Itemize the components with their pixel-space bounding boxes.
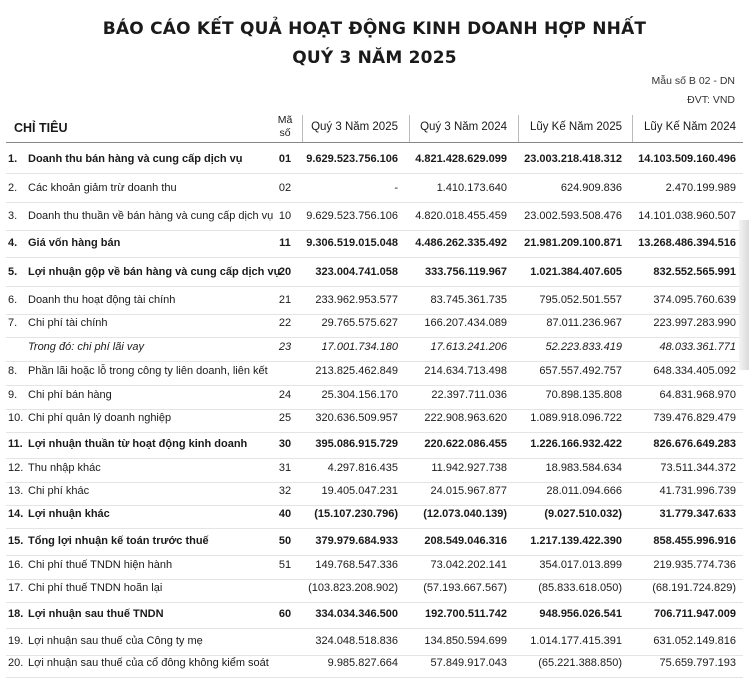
row-number: 2.: [8, 182, 18, 194]
value-ytd-2025: (9.027.510.032): [544, 508, 622, 520]
row-divider: [6, 528, 743, 529]
row-indicator: Doanh thu thuần về bán hàng và cung cấp dịch vụ: [28, 210, 274, 222]
value-q3-2024: 1.410.173.640: [436, 182, 507, 194]
row-indicator: Tổng lợi nhuận kế toán trước thuế: [28, 535, 209, 547]
value-q3-2025: 4.297.816.435: [327, 462, 398, 474]
row-code: 01: [278, 153, 292, 165]
value-q3-2024: 24.015.967.877: [430, 485, 507, 497]
header-divider: [409, 115, 410, 143]
row-indicator: Doanh thu hoạt động tài chính: [28, 294, 176, 306]
row-indicator: Phần lãi hoặc lỗ trong công ty liên doanh, liên kết: [28, 365, 268, 377]
row-indicator: Trong đó: chi phí lãi vay: [28, 341, 144, 353]
row-indicator: Lợi nhuận thuần từ hoạt động kinh doanh: [28, 438, 248, 450]
row-divider: [6, 286, 743, 287]
value-ytd-2024: 648.334.405.092: [653, 365, 736, 377]
value-q3-2025: 29.765.575.627: [321, 317, 398, 329]
table-row: [0, 179, 749, 199]
table-row: [0, 435, 749, 455]
row-divider: [6, 628, 743, 629]
value-ytd-2024: 223.997.283.990: [653, 317, 736, 329]
row-number: 3.: [8, 210, 18, 222]
report-period: QUÝ 3 NĂM 2025: [292, 48, 457, 68]
value-q3-2025: 17.001.734.180: [321, 341, 398, 353]
row-number: 13.: [8, 485, 24, 497]
value-ytd-2025: 1.021.384.407.605: [530, 266, 622, 278]
row-number: 8.: [8, 365, 18, 377]
value-q3-2024: 134.850.594.699: [424, 635, 507, 647]
value-q3-2025: 9.985.827.664: [327, 657, 398, 669]
value-q3-2025: 320.636.509.957: [315, 412, 398, 424]
table-row: [0, 505, 749, 525]
value-ytd-2024: 706.711.947.009: [654, 608, 736, 620]
row-code: 40: [278, 508, 292, 520]
report-title: BÁO CÁO KẾT QUẢ HOẠT ĐỘNG KINH DOANH HỢP NHẤT: [102, 19, 647, 39]
value-ytd-2024: 826.676.649.283: [653, 438, 736, 450]
row-number: 18.: [8, 608, 24, 620]
value-q3-2025: (15.107.230.796): [314, 508, 398, 520]
row-code: 24: [278, 389, 292, 401]
table-row: [0, 605, 749, 625]
table-row: [0, 632, 749, 652]
value-q3-2025: 19.405.047.231: [321, 485, 398, 497]
row-indicator: Chi phí quản lý doanh nghiệp: [28, 412, 172, 424]
row-indicator: Lợi nhuận gộp về bán hàng và cung cấp dịch vụ: [28, 266, 281, 278]
value-ytd-2025: 1.226.166.932.422: [530, 438, 622, 450]
value-ytd-2024: 64.831.968.970: [659, 389, 736, 401]
row-code: 21: [278, 294, 292, 306]
table-row: [0, 314, 749, 334]
row-indicator: Chi phí khác: [28, 485, 90, 497]
table-row: [0, 291, 749, 311]
row-indicator: Chi phí tài chính: [28, 317, 108, 329]
table-row: [0, 556, 749, 576]
row-number: 1.: [8, 153, 18, 165]
value-ytd-2024: 31.779.347.633: [659, 508, 736, 520]
value-q3-2024: 17.613.241.206: [430, 341, 507, 353]
row-indicator: Giá vốn hàng bán: [28, 237, 121, 249]
value-q3-2025: -: [394, 182, 398, 194]
row-number: 7.: [8, 317, 18, 329]
value-q3-2024: 4.820.018.455.459: [415, 210, 507, 222]
value-q3-2025: 9.629.523.756.106: [306, 210, 398, 222]
value-ytd-2025: 21.981.209.100.871: [524, 237, 622, 249]
row-code: 50: [278, 535, 292, 547]
value-q3-2025: (103.823.208.902): [308, 582, 398, 594]
value-ytd-2025: 23.002.593.508.476: [524, 210, 622, 222]
table-row: [0, 263, 749, 283]
row-divider: [6, 432, 743, 433]
table-header: [0, 115, 749, 145]
value-ytd-2024: 13.268.486.394.516: [638, 237, 736, 249]
row-code: 31: [278, 462, 292, 474]
value-q3-2024: 222.908.963.620: [424, 412, 507, 424]
row-code: 20: [278, 266, 292, 278]
row-indicator: Thu nhập khác: [28, 462, 101, 474]
value-ytd-2024: 739.476.829.479: [653, 412, 736, 424]
value-q3-2024: 192.700.511.742: [425, 608, 507, 620]
value-q3-2024: 11.942.927.738: [431, 462, 507, 474]
value-q3-2024: 214.634.713.498: [424, 365, 507, 377]
header-rule: [6, 142, 743, 143]
header-ytd-2025: Lũy Kế Năm 2025: [529, 121, 622, 133]
row-divider: [6, 257, 743, 258]
row-number: 5.: [8, 266, 18, 278]
table-row: [0, 386, 749, 406]
table-row: [0, 338, 749, 358]
row-indicator: Chi phí thuế TNDN hiện hành: [28, 559, 173, 571]
row-code: 60: [278, 608, 292, 620]
value-q3-2024: 333.756.119.967: [425, 266, 507, 278]
row-divider: [6, 173, 743, 174]
value-ytd-2025: 87.011.236.967: [546, 317, 622, 329]
value-q3-2025: 379.979.684.933: [315, 535, 398, 547]
value-ytd-2024: 14.101.038.960.507: [638, 210, 736, 222]
value-q3-2024: 220.622.086.455: [424, 438, 507, 450]
value-q3-2024: 73.042.202.141: [430, 559, 507, 571]
header-divider: [302, 115, 303, 143]
row-code: 30: [278, 438, 292, 450]
value-ytd-2024: 631.052.149.816: [653, 635, 736, 647]
value-q3-2024: 4.486.262.335.492: [415, 237, 507, 249]
row-number: 10.: [8, 412, 24, 424]
value-ytd-2024: 14.103.509.160.496: [638, 153, 736, 165]
value-q3-2024: (57.193.667.567): [423, 582, 507, 594]
page-edge: [739, 220, 749, 370]
value-ytd-2025: 795.052.501.557: [539, 294, 622, 306]
table-row: [0, 579, 749, 599]
row-number: 17.: [8, 582, 24, 594]
table-row: [0, 207, 749, 227]
value-q3-2025: 334.034.346.500: [315, 608, 398, 620]
value-ytd-2025: 23.003.218.418.312: [524, 153, 622, 165]
row-code: 11: [279, 237, 291, 249]
value-q3-2024: 83.745.361.735: [430, 294, 507, 306]
value-ytd-2024: 48.033.361.771: [659, 341, 736, 353]
value-ytd-2025: 948.956.026.541: [539, 608, 622, 620]
row-divider: [6, 230, 743, 231]
table-row: [0, 234, 749, 254]
row-number: 20.: [8, 657, 24, 669]
value-q3-2025: 25.304.156.170: [321, 389, 398, 401]
value-q3-2025: 9.306.519.015.048: [306, 237, 398, 249]
row-indicator: Chi phí bán hàng: [28, 389, 112, 401]
value-ytd-2024: (68.191.724.829): [652, 582, 736, 594]
header-code-line2: số: [279, 127, 291, 139]
value-q3-2024: 22.397.711.036: [431, 389, 507, 401]
table-row: [0, 532, 749, 552]
value-q3-2025: 213.825.462.849: [315, 365, 398, 377]
row-indicator: Lợi nhuận sau thuế của Công ty mẹ: [28, 635, 203, 647]
value-ytd-2025: (65.221.388.850): [538, 657, 622, 669]
row-indicator: Doanh thu bán hàng và cung cấp dịch vụ: [28, 153, 243, 165]
value-ytd-2025: 70.898.135.808: [545, 389, 622, 401]
row-number: 19.: [8, 635, 24, 647]
header-indicator: CHỈ TIÊU: [14, 121, 68, 135]
value-ytd-2024: 219.935.774.736: [653, 559, 736, 571]
value-ytd-2024: 41.731.996.739: [659, 485, 736, 497]
row-code: 32: [278, 485, 292, 497]
value-q3-2025: 233.962.953.577: [315, 294, 398, 306]
row-code: 51: [278, 559, 292, 571]
table-row: [0, 459, 749, 479]
value-ytd-2025: 52.223.833.419: [545, 341, 622, 353]
value-ytd-2025: 18.983.584.634: [545, 462, 622, 474]
row-number: 11.: [8, 438, 23, 450]
value-ytd-2024: 73.511.344.372: [660, 462, 736, 474]
header-code: [272, 114, 298, 140]
value-ytd-2025: 1.217.139.422.390: [530, 535, 622, 547]
value-ytd-2024: 832.552.565.991: [653, 266, 736, 278]
value-ytd-2024: 75.659.797.193: [659, 657, 736, 669]
row-code: 22: [278, 317, 292, 329]
value-q3-2025: 9.629.523.756.106: [306, 153, 398, 165]
row-number: 12.: [8, 462, 24, 474]
value-ytd-2025: 657.557.492.757: [539, 365, 622, 377]
header-code-line1: Mã: [277, 114, 293, 126]
header-ytd-2024: Lũy Kế Năm 2024: [643, 121, 736, 133]
value-q3-2024: 166.207.434.089: [424, 317, 507, 329]
value-q3-2024: 4.821.428.629.099: [415, 153, 507, 165]
row-number: 16.: [8, 559, 24, 571]
value-q3-2025: 395.086.915.729: [315, 438, 398, 450]
row-indicator: Lợi nhuận sau thuế TNDN: [28, 608, 164, 620]
value-q3-2024: 57.849.917.043: [430, 657, 507, 669]
value-q3-2025: 323.004.741.058: [315, 266, 398, 278]
row-divider: [6, 602, 743, 603]
table-row: [0, 654, 749, 674]
row-code: 02: [278, 182, 292, 194]
value-ytd-2025: 624.909.836: [560, 182, 622, 194]
header-divider: [632, 115, 633, 143]
row-code: 10: [278, 210, 292, 222]
value-q3-2024: (12.073.040.139): [423, 508, 507, 520]
value-q3-2025: 149.768.547.336: [315, 559, 398, 571]
value-q3-2024: 208.549.046.316: [424, 535, 507, 547]
value-ytd-2024: 2.470.199.989: [665, 182, 736, 194]
currency-unit: ĐVT: VND: [687, 94, 735, 106]
form-number: Mẫu số B 02 - DN: [651, 75, 735, 87]
row-code: 25: [278, 412, 292, 424]
row-indicator: Lợi nhuận khác: [28, 508, 110, 520]
value-ytd-2024: 858.455.996.916: [653, 535, 736, 547]
value-ytd-2024: 374.095.760.639: [653, 294, 736, 306]
row-number: 4.: [8, 237, 18, 249]
row-indicator: Chi phí thuế TNDN hoãn lại: [28, 582, 163, 594]
row-divider: [6, 202, 743, 203]
table-row: [0, 362, 749, 382]
value-ytd-2025: (85.833.618.050): [538, 582, 622, 594]
header-divider: [518, 115, 519, 143]
row-indicator: Các khoản giảm trừ doanh thu: [28, 182, 177, 194]
row-number: 9.: [8, 389, 18, 401]
value-q3-2025: 324.048.518.836: [315, 635, 398, 647]
table-row: [0, 150, 749, 170]
row-number: 15.: [8, 535, 24, 547]
row-code: 23: [278, 341, 292, 353]
table-row: [0, 409, 749, 429]
row-indicator: Lợi nhuận sau thuế của cổ đông không kiểm soát: [28, 657, 269, 669]
value-ytd-2025: 1.089.918.096.722: [530, 412, 622, 424]
value-ytd-2025: 28.011.094.666: [546, 485, 622, 497]
value-ytd-2025: 354.017.013.899: [539, 559, 622, 571]
table-row: [0, 482, 749, 502]
row-number: 6.: [8, 294, 18, 306]
header-q3-2024: Quý 3 Năm 2024: [420, 121, 507, 133]
header-q3-2025: Quý 3 Năm 2025: [311, 121, 398, 133]
value-ytd-2025: 1.014.177.415.391: [530, 635, 622, 647]
row-number: 14.: [8, 508, 24, 520]
